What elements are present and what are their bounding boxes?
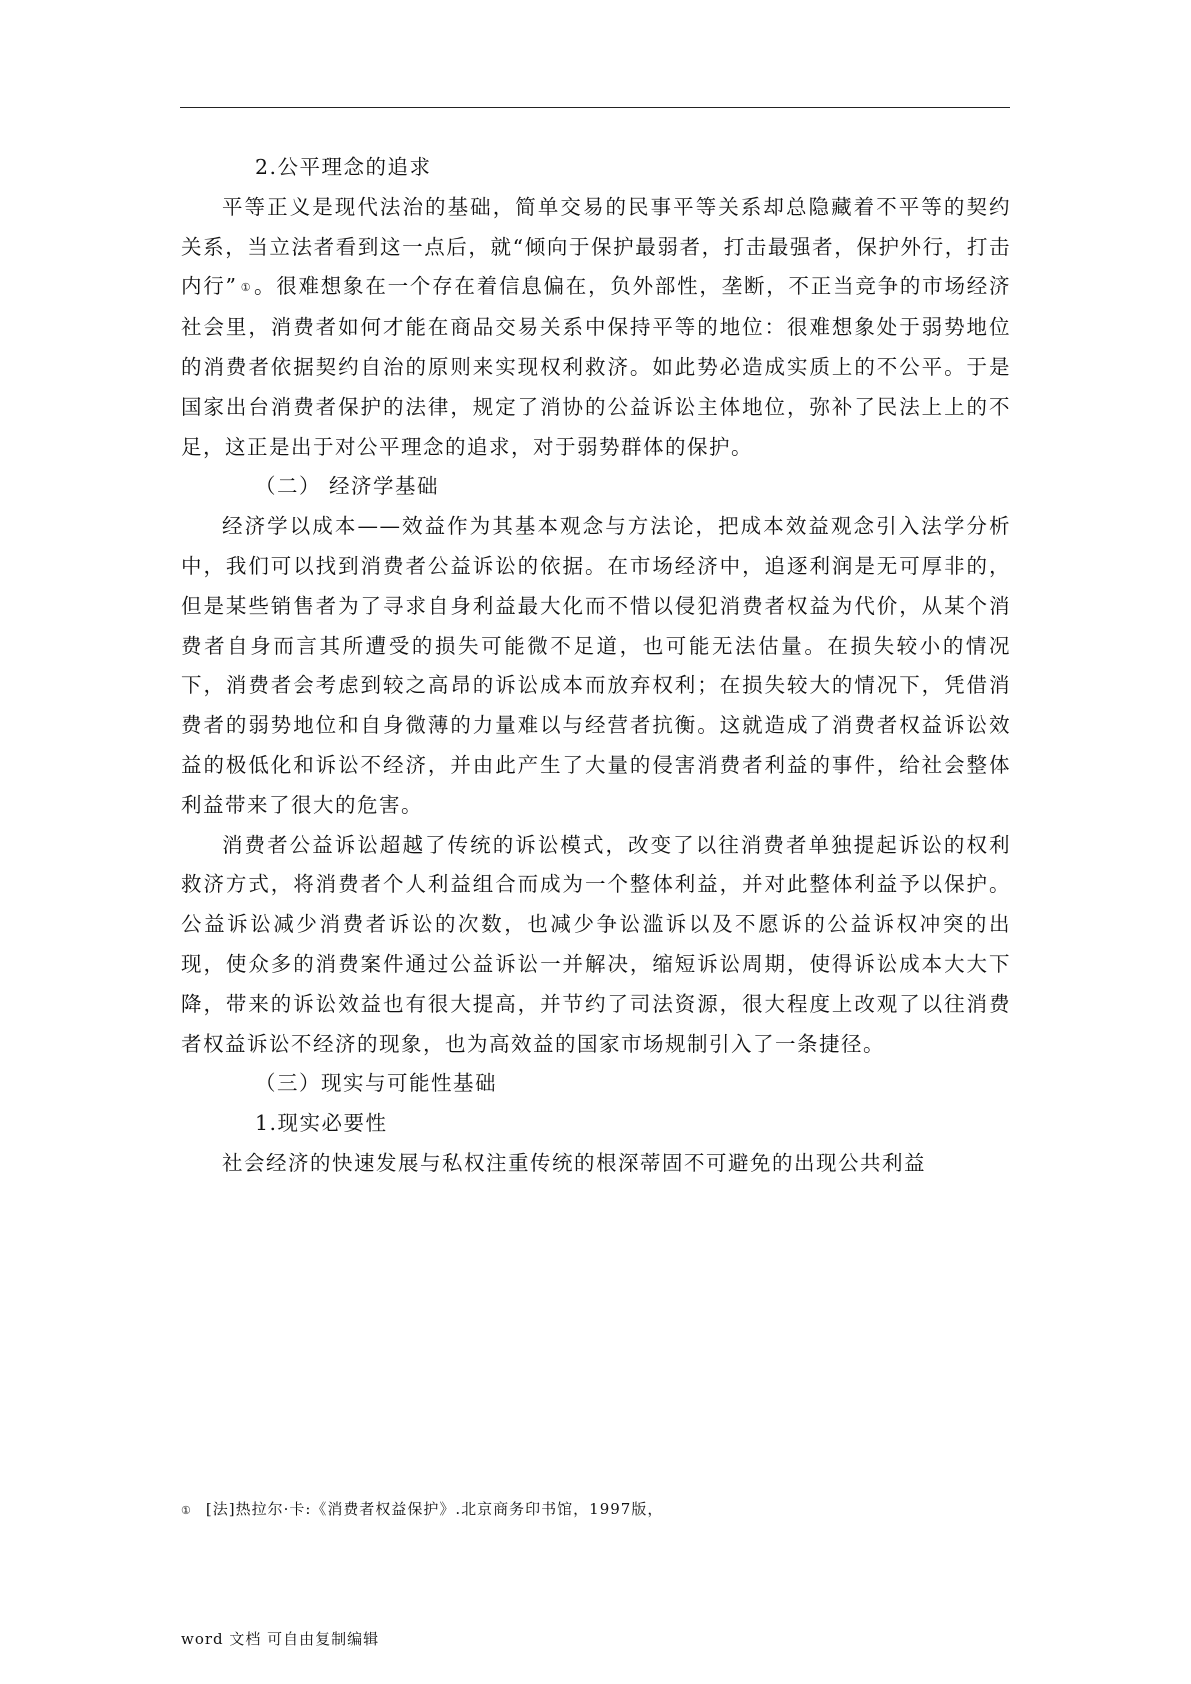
footnote-ref-icon[interactable]: ① xyxy=(240,281,251,295)
footnote xyxy=(181,1498,663,1519)
paragraph-fairness-part-b: 。很难想象在一个存在着信息偏在，负外部性，垄断，不正当竞争的市场经济社会里，消费者如何才能在商品交易关系中保持平等的地位：很难想象处于弱势地位的消费者依据契约自治的原则来实现权利救济。如此势必造成实质上的不公平。于是国家出台消费者保护的法律，规定了消协的公益诉讼主体地位，弥补了民法上上的不足，这正是出于对公平理念的追求，对于弱势群体的保护。 xyxy=(181,274,1011,459)
footnote-mark: ① xyxy=(181,1504,192,1517)
footnote-text: [法]热拉尔·卡:《消费者权益保护》.北京商务印书馆，1997版， xyxy=(205,1500,664,1518)
section-heading-fairness: 2.公平理念的追求 xyxy=(255,155,432,179)
section-heading-reality: （三）现实与可能性基础 xyxy=(255,1071,497,1096)
header-rule xyxy=(180,107,1010,108)
paragraph-economics-1: 经济学以成本——效益作为其基本观念与方法论，把成本效益观念引入法学分析中，我们可以找到消费者公益诉讼的依据。在市场经济中，追逐利润是无可厚非的，但是某些销售者为了寻求自身利益最大化而不惜以侵犯消费者权益为代价，从某个消费者自身而言其所遭受的损失可能微不足道，也可能无法估量。在损失较小的情况下，消费者会考虑到较之高昂的诉讼成本而放弃权利；在损失较大的情况下，凭借消费者的弱势地位和自身微薄的力量难以与经营者抗衡。这就造成了消费者权益诉讼效益的极低化和诉讼不经济，并由此产生了大量的侵害消费者利益的事件，给社会整体利益带来了很大的危害。 xyxy=(181,514,1011,817)
page-footer: word 文档 可自由复制编辑 xyxy=(181,1630,380,1648)
paragraph-fairness-part-a: 平等正义是现代法治的基础，简单交易的民事平等关系却总隐藏着不平等的契约关系，当立法者看到这一点后，就“倾向于保护最弱者，打击最强者，保护外行，打击内行” xyxy=(181,194,1011,299)
document-body xyxy=(181,148,1011,1184)
paragraph-economics-2: 消费者公益诉讼超越了传统的诉讼模式，改变了以往消费者单独提起诉讼的权利救济方式，将消费者个人利益组合而成为一个整体利益，并对此整体利益予以保护。公益诉讼减少消费者诉讼的次数，也减少争讼滥诉以及不愿诉的公益诉权冲突的出现，使众多的消费案件通过公益诉讼一并解决，缩短诉讼周期，使得诉讼成本大大下降，带来的诉讼效益也有很大提高，并节约了司法资源，很大程度上改观了以往消费者权益诉讼不经济的现象，也为高效益的国家市场规制引入了一条捷径。 xyxy=(181,832,1011,1056)
paragraph-reality: 社会经济的快速发展与私权注重传统的根深蒂固不可避免的出现公共利益 xyxy=(222,1150,926,1175)
paragraph-fairness xyxy=(181,188,1011,468)
subsection-heading-necessity: 1.现实必要性 xyxy=(255,1111,388,1136)
section-heading-economics: （二） 经济学基础 xyxy=(255,474,440,499)
